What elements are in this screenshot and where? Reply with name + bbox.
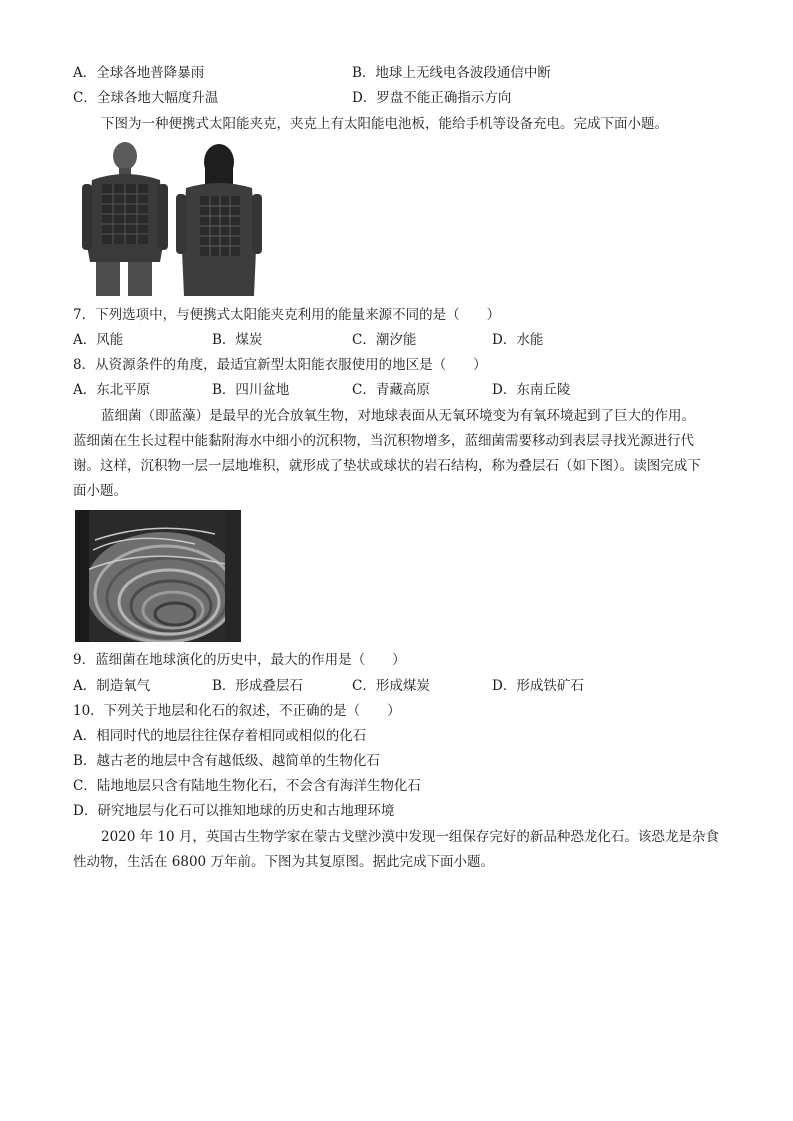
q9-option-d: D．形成铁矿石 [492, 678, 584, 694]
stromatolite-illustration [75, 510, 241, 642]
q7-option-d: D．水能 [492, 332, 544, 348]
solar-jacket-photo [78, 140, 264, 298]
intro-cyano-line1: 蓝细菌（即蓝藻）是最早的光合放氧生物，对地球表面从无氧环境变为有氧环境起到了巨大的作用。 [101, 408, 695, 424]
intro-solar-jacket: 下图为一种便携式太阳能夹克，夹克上有太阳能电池板，能给手机等设备充电。完成下面小题。 [101, 116, 668, 132]
intro-dino-line2: 性动物，生活在 6800 万年前。下图为其复原图。据此完成下面小题。 [73, 854, 494, 870]
q8-stem: 8．从资源条件的角度，最适宜新型太阳能衣服使用的地区是（ ） [73, 357, 487, 373]
intro-cyano-line3: 谢。这样，沉积物一层一层地堆积，就形成了垫状或球状的岩石结构，称为叠层石（如下图）。读图完成下 [73, 458, 701, 474]
q9-option-b: B．形成叠层石 [212, 678, 303, 694]
q7-option-a: A．风能 [73, 332, 124, 348]
q9-option-a: A．制造氧气 [73, 678, 151, 694]
intro-cyano-line2: 蓝细菌在生长过程中能黏附海水中细小的沉积物，当沉积物增多，蓝细菌需要移动到表层寻找光源进行代 [73, 433, 694, 449]
prev-option-d: D．罗盘不能正确指示方向 [352, 90, 512, 106]
prev-option-a: A．全球各地普降暴雨 [73, 65, 205, 81]
q7-stem: 7．下列选项中，与便携式太阳能夹克利用的能量来源不同的是（ ） [73, 307, 501, 323]
q7-option-b: B．煤炭 [212, 332, 263, 348]
prev-option-c: C．全球各地大幅度升温 [73, 90, 219, 106]
q10-option-d: D．研究地层与化石可以推知地球的历史和古地理环境 [73, 803, 395, 819]
solar-jacket-illustration [78, 140, 264, 298]
q10-option-b: B．越古老的地层中含有越低级、越简单的生物化石 [73, 753, 380, 769]
intro-dino-line1: 2020 年 10 月，英国古生物学家在蒙古戈壁沙漠中发现一组保存完好的新品种恐龙化石。该恐龙是杂食 [101, 829, 719, 845]
q7-option-c: C．潮汐能 [352, 332, 417, 348]
q10-option-a: A．相同时代的地层往往保存着相同或相似的化石 [73, 728, 367, 744]
q8-option-a: A．东北平原 [73, 382, 151, 398]
q10-option-c: C．陆地地层只含有陆地生物化石，不会含有海洋生物化石 [73, 778, 421, 794]
prev-option-b: B．地球上无线电各波段通信中断 [352, 65, 551, 81]
q10-stem: 10．下列关于地层和化石的叙述，不正确的是（ ） [73, 703, 401, 719]
stromatolite-photo [75, 510, 241, 642]
q8-option-c: C．青藏高原 [352, 382, 430, 398]
q9-option-c: C．形成煤炭 [352, 678, 430, 694]
intro-cyano-line4: 面小题。 [73, 483, 127, 499]
q8-option-d: D．东南丘陵 [492, 382, 571, 398]
q9-stem: 9．蓝细菌在地球演化的历史中，最大的作用是（ ） [73, 652, 406, 668]
q8-option-b: B．四川盆地 [212, 382, 290, 398]
